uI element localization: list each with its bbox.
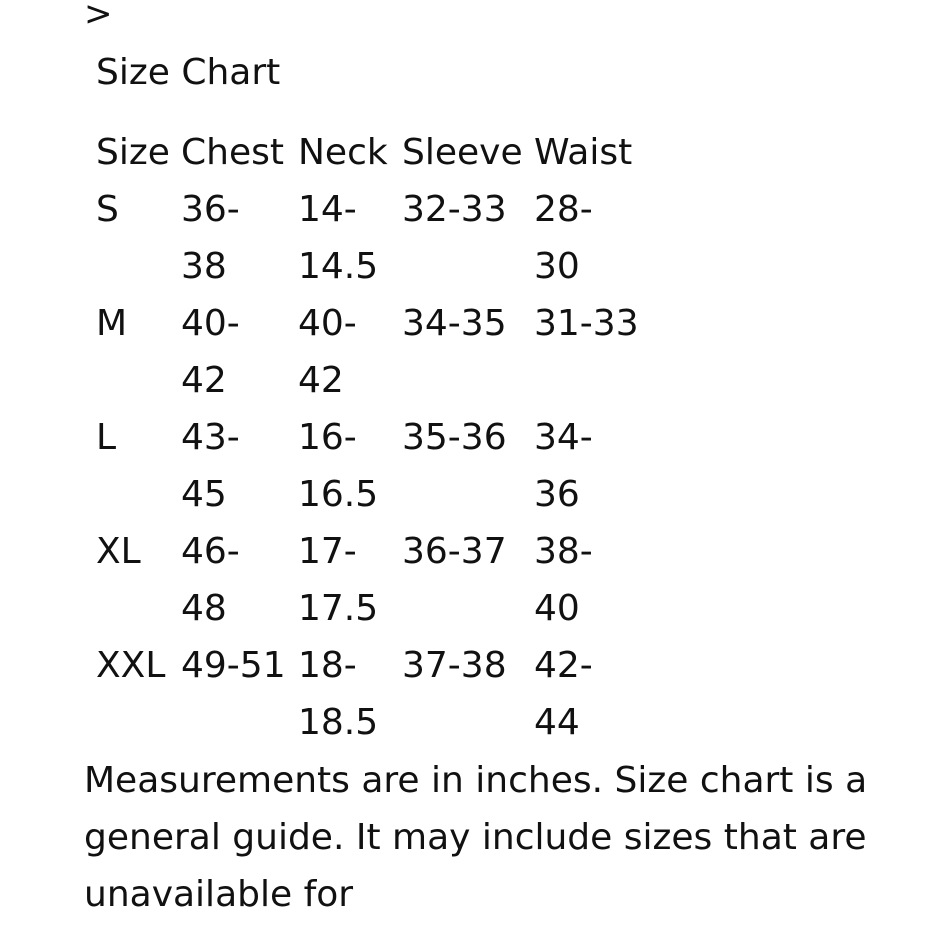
header-row: [96, 124, 654, 181]
measurement-note: Measurements are in inches. Size chart is a general guide. It may include sizes that are unavailable for: [84, 760, 868, 915]
neck-cell: 17- 17.5: [298, 531, 379, 629]
size-table: [96, 124, 654, 751]
neck-cell: 14- 14.5: [298, 189, 379, 287]
chest-cell: 49-51: [181, 645, 286, 686]
size-cell: L: [96, 417, 117, 458]
page-title: Size Chart: [96, 52, 281, 93]
sleeve-cell: 36-37: [402, 531, 507, 572]
table-row: [96, 295, 654, 409]
sleeve-cell: 34-35: [402, 303, 507, 344]
column-header-neck: Neck: [298, 132, 388, 173]
chest-cell: 46- 48: [181, 531, 240, 629]
table-row: [96, 523, 654, 637]
column-header-size: Size: [96, 132, 170, 173]
chest-cell: 40- 42: [181, 303, 240, 401]
table-header: [96, 124, 654, 181]
waist-cell: 28- 30: [534, 189, 593, 287]
sleeve-cell: 35-36: [402, 417, 507, 458]
table-row: [96, 181, 654, 295]
size-cell: S: [96, 189, 119, 230]
neck-cell: 40- 42: [298, 303, 357, 401]
chest-cell: 43- 45: [181, 417, 240, 515]
table-row: [96, 409, 654, 523]
size-cell: XL: [96, 531, 141, 572]
sleeve-cell: 32-33: [402, 189, 507, 230]
waist-cell: 42- 44: [534, 645, 593, 743]
neck-cell: 18- 18.5: [298, 645, 379, 743]
neck-cell: 16- 16.5: [298, 417, 379, 515]
table-body: [96, 181, 654, 751]
sleeve-cell: 37-38: [402, 645, 507, 686]
size-cell: M: [96, 303, 128, 344]
size-cell: XXL: [96, 645, 166, 686]
column-header-chest: Chest: [181, 132, 284, 173]
waist-cell: 34- 36: [534, 417, 593, 515]
waist-cell: 31-33: [534, 303, 639, 344]
chest-cell: 36- 38: [181, 189, 240, 287]
column-header-waist: Waist: [534, 132, 633, 173]
back-chevron-icon[interactable]: >: [84, 0, 113, 34]
table-row: [96, 637, 654, 751]
column-header-sleeve: Sleeve: [402, 132, 523, 173]
waist-cell: 38- 40: [534, 531, 593, 629]
